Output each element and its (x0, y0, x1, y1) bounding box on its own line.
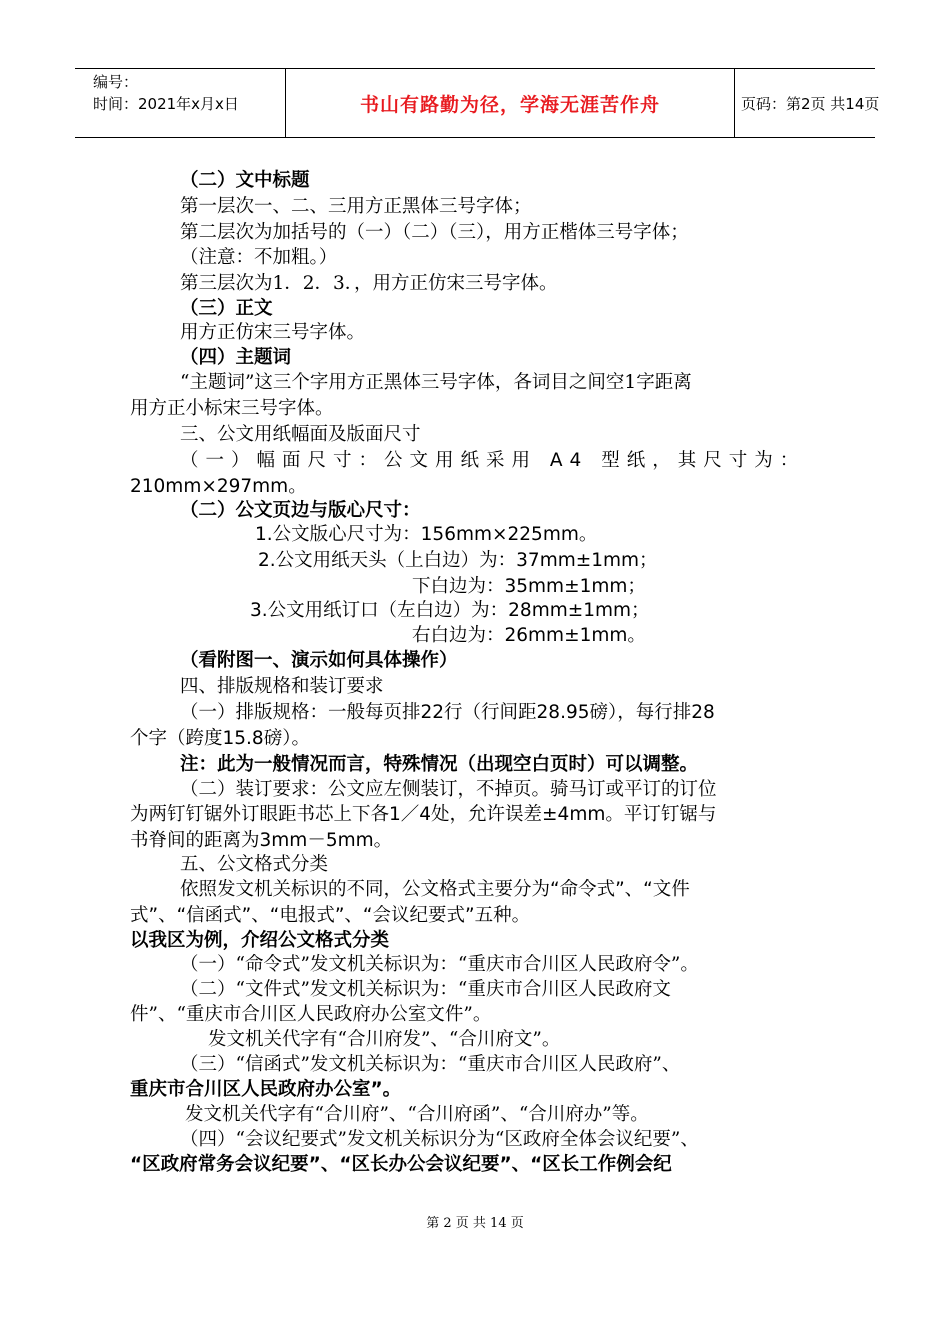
paragraph-line: 重庆市合川区人民政府办公室”。 (130, 1079, 402, 1100)
paragraph-line: 第三层次为1．2．3．，用方正仿宋三号字体。 (180, 273, 558, 294)
paragraph-line: 2.公文用纸天头（上白边）为：37mm±1mm； (258, 550, 658, 571)
paragraph-line: 为两钉钉锯外订眼距书芯上下各1／4处，允许误差±4mm。平订钉锯与 (130, 804, 717, 825)
paragraph-line: “区政府常务会议纪要”、“区长办公会议纪要”、“区长工作例会纪 (130, 1154, 672, 1175)
paragraph-line: 1.公文版心尺寸为：156mm×225mm。 (255, 524, 598, 545)
paragraph-line: （一）排版规格：一般每页排22行（行间距28.95磅），每行排28 (180, 702, 715, 723)
paragraph-line: （二）“文件式”发文机关标识为：“重庆市合川区人民政府文 (180, 979, 671, 1000)
paragraph-line: 第一层次一、二、三用方正黑体三号字体； (180, 196, 532, 217)
doc-time-label: 时间：2021年x月x日 (93, 95, 239, 113)
paragraph-line: 书脊间的距离为3mm－5mm。 (130, 830, 393, 851)
section-heading: （二）公文页边与版心尺寸： (180, 500, 421, 521)
header-page-label: 页码：第2页 共14页 (741, 94, 880, 113)
paragraph-line: 第二层次为加括号的（一）（二）（三），用方正楷体三号字体； (180, 222, 689, 243)
paragraph-line: 发文机关代字有“合川府发”、“合川府文”。 (208, 1029, 561, 1050)
paragraph-line: 3.公文用纸订口（左白边）为：28mm±1mm； (250, 600, 650, 621)
paragraph-line: （一）“命令式”发文机关标识为：“重庆市合川区人民政府令”。 (180, 954, 699, 975)
paragraph-line: 个字（跨度15.8磅）。 (130, 728, 310, 749)
paragraph-line: 发文机关代字有“合川府”、“合川府函”、“合川府办”等。 (185, 1104, 649, 1125)
paragraph-line: （四）“会议纪要式”发文机关标识分为“区政府全体会议纪要”、 (180, 1129, 699, 1150)
header-slogan: 书山有路勤为径，学海无涯苦作舟 (285, 69, 735, 137)
note-line: 注：此为一般情况而言，特殊情况（出现空白页时）可以调整。 (180, 754, 699, 775)
chapter-heading: 三、公文用纸幅面及版面尺寸 (180, 424, 421, 445)
section-heading: （三）正文 (180, 298, 273, 319)
paragraph-line: 210mm×297mm。 (130, 476, 307, 497)
paragraph-line: 用方正仿宋三号字体。 (180, 322, 366, 343)
paragraph-line: 下白边为：35mm±1mm； (412, 576, 646, 597)
chapter-heading: 五、公文格式分类 (180, 854, 329, 875)
paragraph-line: （一）幅面尺寸：公文用纸采用 A4 型纸，其尺寸为： (180, 450, 806, 471)
doc-number-label: 编号： (93, 73, 139, 91)
header-meta (75, 69, 285, 139)
section-heading: （四）主题词 (180, 347, 292, 368)
section-heading: 以我区为例，介绍公文格式分类 (130, 930, 390, 951)
paragraph-line: 依照发文机关标识的不同，公文格式主要分为“命令式”、“文件 (180, 879, 690, 900)
paragraph-line: （三）“信函式”发文机关标识为：“重庆市合川区人民政府”、 (180, 1054, 681, 1075)
note-line: （看附图一、演示如何具体操作） (180, 650, 458, 671)
paragraph-line: （注意：不加粗。） (180, 247, 338, 268)
paragraph-line: 右白边为：26mm±1mm。 (412, 625, 646, 646)
paragraph-line: 用方正小标宋三号字体。 (130, 398, 334, 419)
chapter-heading: 四、排版规格和装订要求 (180, 676, 384, 697)
paragraph-line: （二）装订要求：公文应左侧装订，不掉页。骑马订或平订的订位 (180, 779, 717, 800)
page-footer: 第 2 页 共 14 页 (426, 1216, 524, 1231)
section-heading: （二）文中标题 (180, 170, 310, 191)
paragraph-line: 式”、“信函式”、“电报式”、“会议纪要式”五种。 (130, 905, 531, 926)
page-header (75, 68, 880, 138)
paragraph-line: 件”、“重庆市合川区人民政府办公室文件”。 (130, 1004, 492, 1025)
paragraph-line: “主题词”这三个字用方正黑体三号字体，各词目之间空1字距离 (180, 372, 692, 393)
